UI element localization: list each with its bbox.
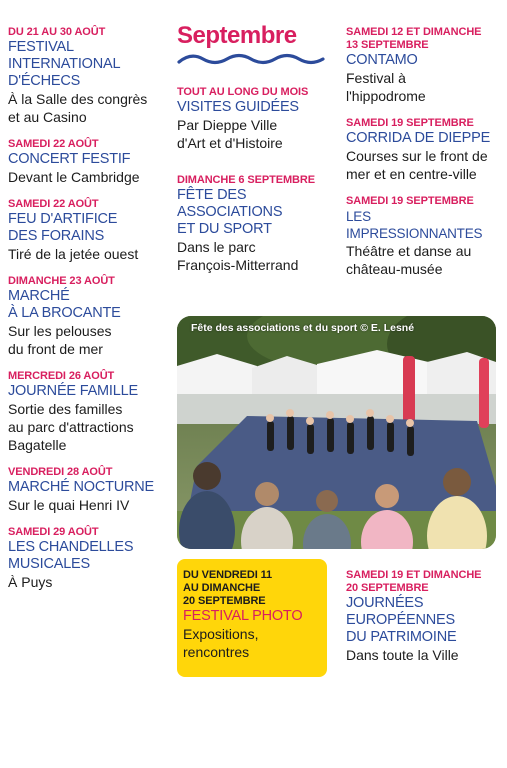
event-title: FESTIVAL PHOTO	[183, 608, 303, 624]
event-description: Dans toute la Ville	[346, 647, 459, 663]
month-heading-block	[177, 22, 327, 66]
event-item	[8, 466, 168, 514]
event-item	[8, 370, 168, 454]
events-column-september	[177, 86, 337, 286]
photo-credit: Fête des associations et du sport © E. Lesné	[191, 322, 415, 334]
event-date: DU 21 AU 30 AOÛT	[8, 26, 106, 38]
event-description: Sortie des familles au parc d'attractions Bagatelle	[8, 401, 134, 453]
event-description: Tiré de la jetée ouest	[8, 246, 139, 262]
wave-decoration-icon	[177, 52, 327, 66]
event-item	[346, 26, 501, 105]
event-description: Sur le quai Henri IV	[8, 497, 130, 513]
event-date: DIMANCHE 6 SEPTEMBRE	[177, 174, 315, 186]
event-title: VISITES GUIDÉES	[177, 99, 299, 115]
event-description: Par Dieppe Ville d'Art et d'Histoire	[177, 117, 283, 151]
event-item	[8, 26, 168, 126]
event-description: Courses sur le front de mer et en centre-ville	[346, 148, 488, 182]
events-column-september-right	[346, 26, 501, 290]
event-description: Devant le Cambridge	[8, 169, 140, 185]
event-date: SAMEDI 22 AOÛT	[8, 198, 99, 210]
event-title: FEU D'ARTIFICE DES FORAINS	[8, 211, 118, 244]
event-title: MARCHÉ NOCTURNE	[8, 479, 155, 495]
event-description: À Puys	[8, 574, 53, 590]
event-date: SAMEDI 22 AOÛT	[8, 138, 99, 150]
event-description: Expositions, rencontres	[183, 626, 259, 660]
event-item	[8, 526, 168, 591]
event-date: DIMANCHE 23 AOÛT	[8, 275, 115, 287]
photo-illustration	[177, 316, 496, 549]
event-item	[346, 117, 501, 183]
event-item	[346, 195, 501, 278]
event-title: CONTAMO	[346, 52, 418, 68]
event-description: Théâtre et danse au château-musée	[346, 243, 472, 277]
events-column-august	[8, 26, 168, 603]
event-date: SAMEDI 19 ET DIMANCHE 20 SEPTEMBRE	[346, 569, 482, 594]
event-photo	[177, 316, 496, 549]
event-title: CONCERT FESTIF	[8, 151, 131, 167]
events-column-bottom-right	[346, 569, 501, 676]
event-date: VENDREDI 28 AOÛT	[8, 466, 113, 478]
event-title: MARCHÉ À LA BROCANTE	[8, 288, 121, 321]
event-title: JOURNÉE FAMILLE	[8, 383, 138, 399]
event-description: À la Salle des congrès et au Casino	[8, 91, 148, 125]
event-date: SAMEDI 19 SEPTEMBRE	[346, 195, 474, 207]
event-title: FESTIVAL INTERNATIONAL D'ÉCHECS	[8, 39, 121, 89]
event-item	[346, 569, 501, 664]
event-item	[8, 198, 168, 263]
event-title: CORRIDA DE DIEPPE	[346, 130, 491, 146]
event-date: TOUT AU LONG DU MOIS	[177, 86, 309, 98]
event-description: Sur les pelouses du front de mer	[8, 323, 112, 357]
event-date: DU VENDREDI 11 AU DIMANCHE 20 SEPTEMBRE	[183, 569, 273, 607]
event-description: Dans le parc François-Mitterrand	[177, 239, 299, 273]
event-title: JOURNÉES EUROPÉENNES DU PATRIMOINE	[346, 595, 457, 645]
event-description: Festival à l'hippodrome	[346, 70, 426, 104]
event-item	[177, 86, 337, 152]
event-title: FÊTE DES ASSOCIATIONS ET DU SPORT	[177, 187, 283, 237]
event-item	[8, 138, 168, 186]
highlight-event-box	[177, 559, 327, 677]
event-date: SAMEDI 19 SEPTEMBRE	[346, 117, 474, 129]
event-title: LES CHANDELLES MUSICALES	[8, 539, 134, 572]
event-date: SAMEDI 12 ET DIMANCHE 13 SEPTEMBRE	[346, 26, 482, 51]
month-heading: Septembre	[177, 22, 297, 49]
event-date: MERCREDI 26 AOÛT	[8, 370, 115, 382]
event-title: LES IMPRESSIONNANTES	[346, 209, 483, 241]
event-date: SAMEDI 29 AOÛT	[8, 526, 99, 538]
event-item	[177, 174, 337, 274]
event-item	[8, 275, 168, 358]
